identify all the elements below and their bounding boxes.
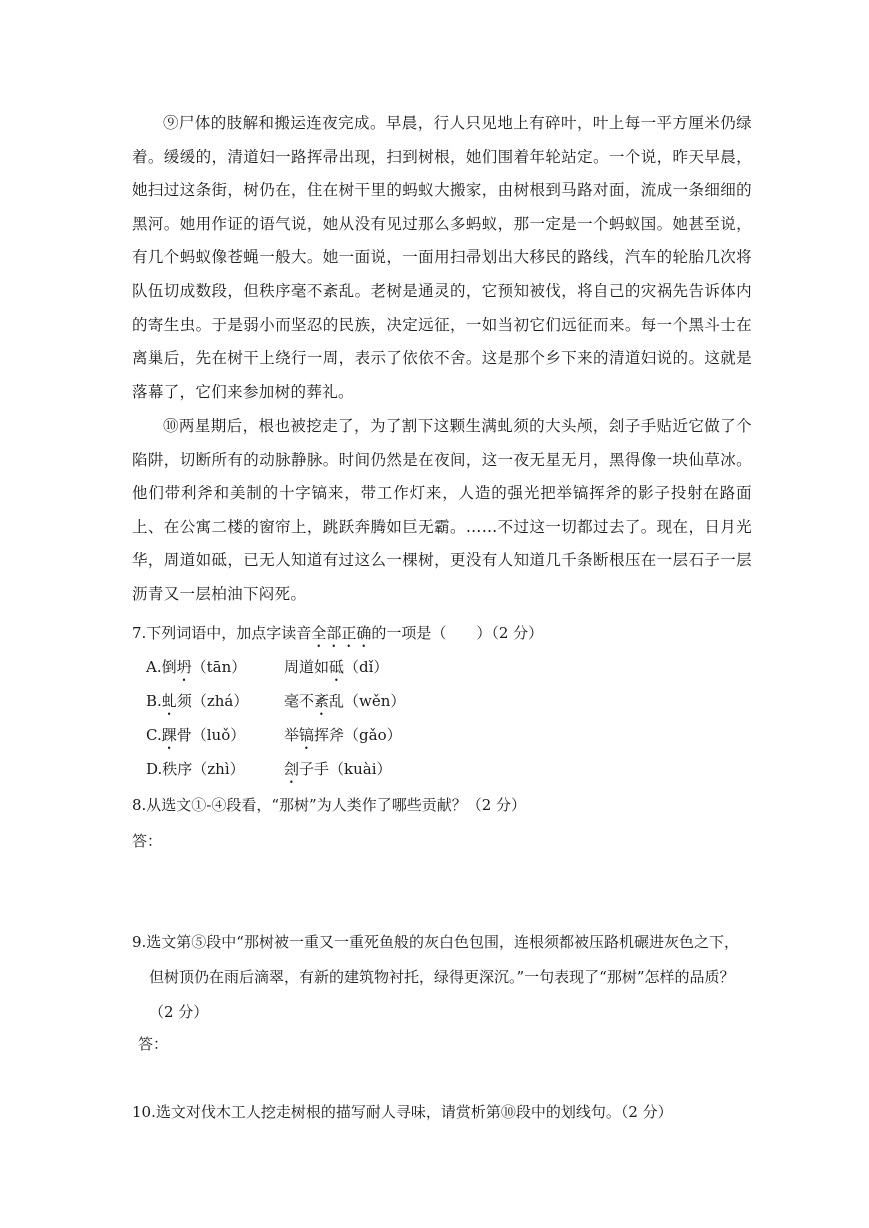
option-pinyin: （zhì） (192, 760, 245, 778)
option-dotted-char: 踝 (161, 726, 177, 744)
option-word: 毫不 (284, 692, 315, 710)
option-label: A. (146, 658, 162, 676)
question-9-rest: 但树顶仍在雨后滴翠，有新的建筑物衬托，绿得更深沉。”一句表现了“那树”怎样的品质？（2 分） (149, 968, 735, 1021)
option-b (146, 690, 405, 719)
option-word: 倒 (161, 658, 177, 676)
option-d (146, 758, 392, 787)
question-8: 8.从选文①-④段看，“那树”为人类作了哪些贡献？（2 分） (132, 796, 527, 814)
passage-paragraph-9: ⑨尸体的肢解和搬运连夜完成。早晨，行人只见地上有碎叶，叶上每一平方厘米仍绿着。缓缓的，清道妇一路挥帚出现，扫到树根，她们围着年轮站定。一个说，昨天早晨，她扫过这条街，树仍在，住在树干里的蚂蚁大搬家，由树根到马路对面，流成一条细细的黑河。她用作证的语气说，她从没有见过那么多蚂蚁，那一定是一个蚂蚁国。她甚至说，有几个蚂蚁像苍蝇一般大。她一面说，一面用扫帚划出大移民的路线，汽车的轮胎几次将队伍切成数段，但秩序毫不紊乱。老树是通灵的，它预知被伐，将自己的灾祸先告诉体内的寄生虫。于是弱小而坚忍的民族，决定远征，一如当初它们远征而来。每一个黑斗士在离巢后，先在树干上绕行一周，表示了依依不舍。这是那个乡下来的清道妇说的。这就是落幕了，它们来参加树的葬礼。 (132, 114, 752, 401)
option-word: 乱 (329, 692, 345, 710)
question-7-suffix: 的一项是（ ）（2 分） (371, 624, 544, 642)
option-word: 须 (176, 692, 192, 710)
option-pinyin: （kuài） (329, 760, 392, 778)
option-word: 挥斧 (314, 726, 345, 744)
option-pinyin: （gǎo） (344, 726, 402, 744)
option-label: C. (146, 726, 162, 744)
option-label: B. (146, 692, 162, 710)
question-9 (132, 925, 752, 1030)
option-dotted-char: 砥 (329, 658, 345, 676)
question-7-prefix: 7.下列词语中，加点字读音 (132, 624, 312, 642)
option-word: 秩序 (162, 760, 193, 778)
option-dotted-char: 虬 (161, 692, 177, 710)
option-word: 骨 (176, 726, 192, 744)
option-pinyin: （luǒ） (191, 726, 246, 744)
option-pinyin: （dǐ） (344, 658, 389, 676)
question-9-line1: 9.选文第⑤段中“那树被一重又一重死鱼般的灰白色包围，连根须都被压路机碾进灰色之下， (132, 933, 739, 951)
question-10: 10.选文对伐木工人挖走树根的描写耐人寻味，请赏析第⑩段中的划线句。（2 分） (132, 1103, 673, 1121)
option-pinyin: （tān） (191, 658, 247, 676)
option-word: 举 (284, 726, 300, 744)
option-pinyin: （zhá） (191, 692, 249, 710)
question-9-answer-label: 答： (138, 1035, 169, 1053)
option-word: 子手 (299, 760, 330, 778)
question-7 (132, 622, 543, 651)
option-dotted-char: 镐 (299, 726, 315, 744)
passage-paragraph-10: ⑩两星期后，根也被挖走了，为了割下这颗生满虬须的大头颅，刽子手贴近它做了个陷阱，切断所有的动脉静脉。时间仍然是在夜间，这一夜无星无月，黑得像一块仙草冰。他们带利斧和美制的十字镐来，带工作灯来，人造的强光把举镐挥斧的影子投射在路面上、在公寓二楼的窗帘上，跳跃奔腾如巨无霸。……不过这一切都过去了。现在，日月光华，周道如砥，已无人知道有过这么一棵树，更没有人知道几千条断根压在一层石子一层沥青又一层柏油下闷死。 (132, 417, 752, 603)
option-word: 周道如 (284, 658, 330, 676)
option-c (146, 724, 402, 753)
option-dotted-char: 刽 (284, 760, 300, 778)
option-a (146, 656, 388, 685)
option-pinyin: （wěn） (344, 692, 406, 710)
option-dotted-char: 紊 (314, 692, 330, 710)
question-7-emphasis: 全部正确 (311, 624, 372, 642)
option-label: D. (146, 760, 163, 778)
option-dotted-char: 坍 (176, 658, 192, 676)
question-8-answer-label: 答： (132, 832, 163, 850)
